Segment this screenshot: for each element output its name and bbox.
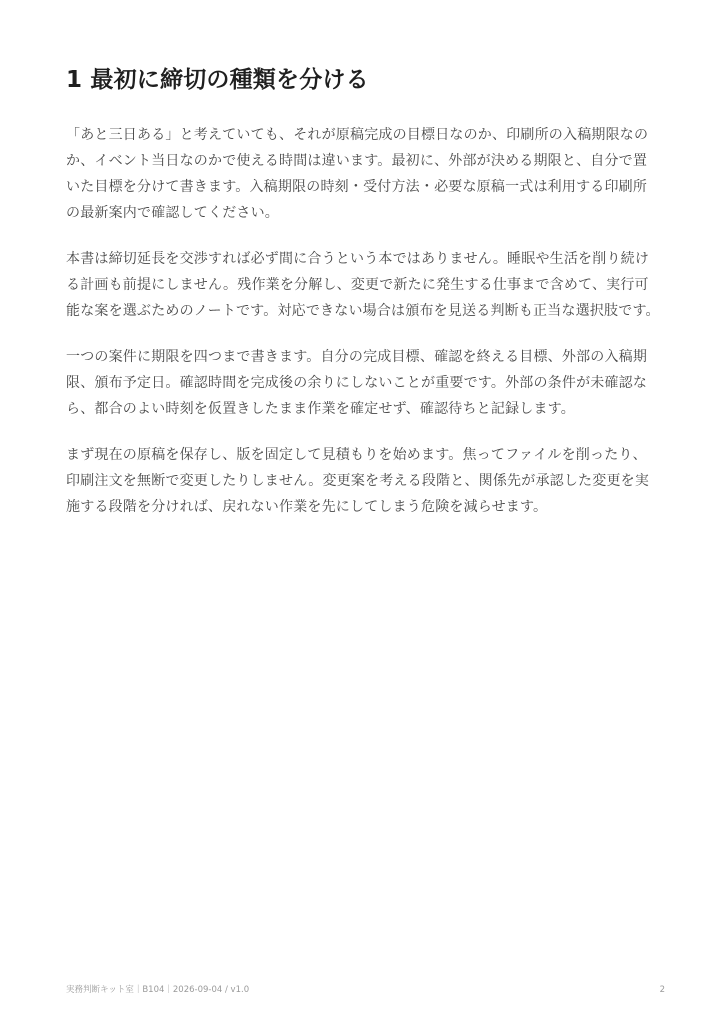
paragraph-book-purpose: 本書は締切延長を交渉すれば必ず間に合うという本ではありません。睡眠や生活を削り続ける計画も前提にしません。残作業を分解し、変更で新たに発生する仕事まで含めて、実行可能な案を選ぶためのノートです。対応できない場合は頒布を見送る判断も正当な選択肢です。 <box>66 251 660 319</box>
paragraph-four-deadlines: 一つの案件に期限を四つまで書きます。自分の完成目標、確認を終える目標、外部の入稿期限、頒布予定日。確認時間を完成後の余りにしないことが重要です。外部の条件が未確認なら、都合のよい時刻を仮置きしたまま作業を確定せず、確認待ちと記録します。 <box>66 349 648 417</box>
paragraph-deadline-types: 「あと三日ある」と考えていても、それが原稿完成の目標日なのか、印刷所の入稿期限なのか、イベント当日なのかで使える時間は違います。最初に、外部が決める期限と、自分で置いた目標を分けて書きます。入稿期限の時刻・受付方法・必要な原稿一式は利用する印刷所の最新案内で確認してください。 <box>66 127 649 221</box>
footer-meta: 実務判断キット室｜B104｜2026-09-04 / v1.0 <box>66 985 250 995</box>
document-body <box>66 64 660 520</box>
page-number: 2 <box>659 985 665 995</box>
section-heading: 1 最初に締切の種類を分ける <box>66 67 369 93</box>
page-footer <box>66 983 665 997</box>
paragraph-save-manuscript: まず現在の原稿を保存し、版を固定して見積もりを始めます。焦ってファイルを削ったり、印刷注文を無断で変更したりしません。変更案を考える段階と、関係先が承認した変更を実施する段階を分ければ、戻れない作業を先にしてしまう危険を減らせます。 <box>66 447 650 515</box>
